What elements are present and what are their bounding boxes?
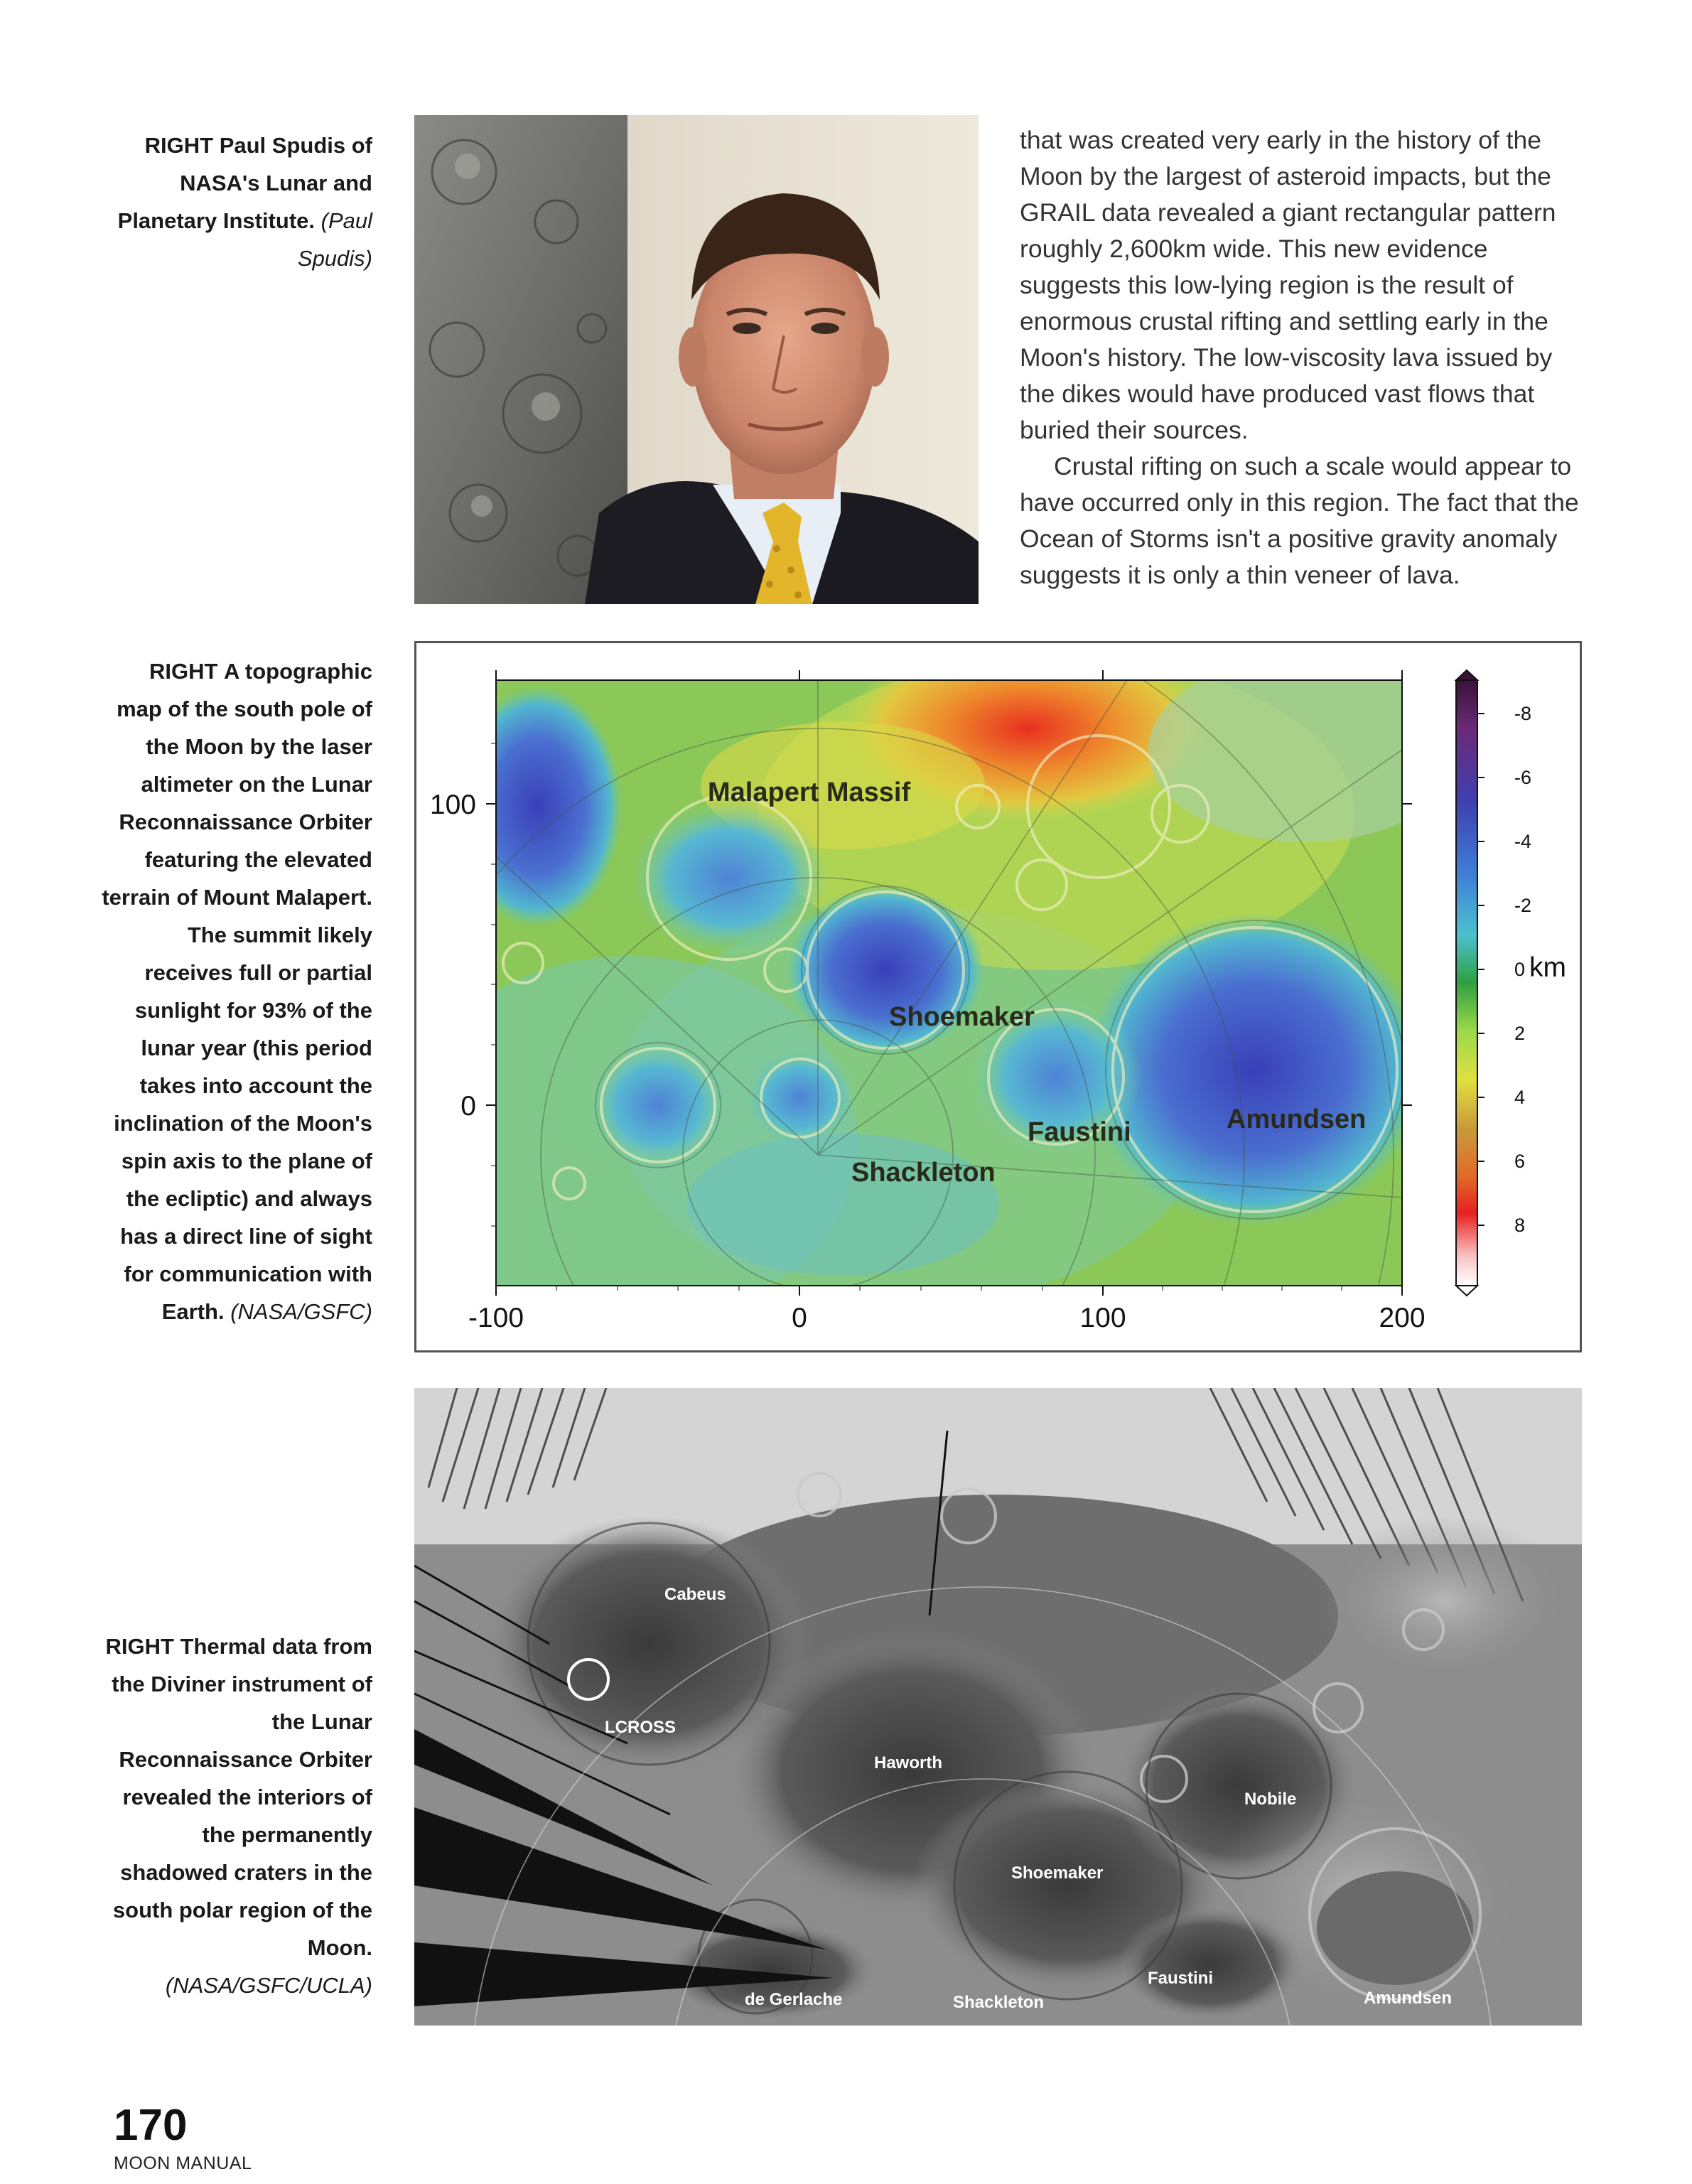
caption-topo [99, 652, 372, 1330]
colorbar-tick-label: -8 [1514, 703, 1532, 724]
x-tick-label: -100 [468, 1303, 524, 1333]
feature-label: Shackleton [851, 1158, 996, 1188]
feature-label: Faustini [1148, 1969, 1214, 1988]
body-text [1020, 122, 1588, 593]
caption-credit: (NASA/GSFC) [230, 1299, 372, 1324]
portrait-illustration [414, 115, 979, 604]
x-tick-label: 0 [792, 1303, 807, 1333]
feature-label: Shackleton [953, 1993, 1045, 2012]
caption-credit: (NASA/GSFC/UCLA) [165, 1973, 372, 1998]
caption-spudis [99, 127, 372, 277]
page-number: 170 [114, 2101, 188, 2150]
colorbar-tick-label: -2 [1514, 895, 1532, 916]
feature-label: Cabeus [664, 1585, 726, 1604]
colorbar-tick-label: 4 [1514, 1087, 1526, 1108]
feature-label: Amundsen [1227, 1104, 1367, 1134]
feature-label: Shoemaker [1011, 1863, 1104, 1883]
caption-text: Paul Spudis of NASA's Lunar and Planetary Institute. [117, 133, 372, 233]
feature-label: de Gerlache [745, 1990, 843, 2009]
feature-label: Faustini [1028, 1117, 1131, 1147]
colorbar-tick-label: 2 [1514, 1023, 1526, 1044]
caption-diviner [99, 1628, 372, 2004]
colorbar-unit: km [1529, 952, 1566, 983]
y-tick-label: 100 [429, 790, 476, 820]
caption-credit: (Paul Spudis) [297, 208, 372, 271]
feature-label: Shoemaker [889, 1002, 1035, 1032]
caption-keyword: RIGHT [105, 1634, 174, 1659]
caption-text: Thermal data from the Diviner instrument of the Lunar Reconnaissance Orbiter revealed the interiors of the permanently shadowed craters in the south polar region of the Moon. [112, 1634, 372, 1960]
feature-label: Haworth [874, 1753, 942, 1773]
x-tick-label: 100 [1079, 1303, 1126, 1333]
caption-keyword: RIGHT [149, 659, 218, 684]
running-head: MOON MANUAL [114, 2153, 252, 2173]
feature-label: LCROSS [605, 1718, 677, 1737]
topographic-map-figure [414, 641, 1582, 1352]
topo-map-area [416, 643, 1461, 1350]
colorbar-tick-label: 0 [1514, 959, 1526, 980]
feature-label: Malapert Massif [708, 778, 911, 807]
topographic-map-svg [416, 643, 1580, 1350]
colorbar-tick-label: -4 [1514, 831, 1532, 852]
portrait-photo [414, 115, 979, 604]
colorbar-tick-label: -6 [1514, 767, 1532, 788]
x-tick-label: 200 [1379, 1303, 1426, 1333]
body-paragraph-1: that was created very early in the history of the Moon by the largest of asteroid impacts, but the GRAIL data revealed a giant rectangular pattern roughly 2,600km wide. This new evidence suggests this low-lying region is the result of enormous crustal rifting and settling early in the Moon's history. The low-viscosity lava issued by the dikes would have produced vast flows that buried their sources. [1020, 126, 1556, 444]
feature-label: Amundsen [1364, 1989, 1453, 2008]
body-paragraph-2: Crustal rifting on such a scale would appear to have occurred only in this region. The fact that the Ocean of Storms isn't a positive gravity anomaly suggests it is only a thin veneer of lava. [1020, 452, 1579, 589]
diviner-map-svg [414, 1388, 1582, 2026]
caption-text: A topographic map of the south pole of the Moon by the laser altimeter on the Lunar Reconnaissance Orbiter featuring the elevated terrain of Mount Malapert. The summit likely receives full or partial sunlight for 93% of the lunar year (this period takes into account the inclination of the Moon's spin axis to the plane of the ecliptic) and always has a direct line of sight for communication with Earth. [102, 659, 372, 1324]
colorbar-tick-label: 6 [1514, 1151, 1526, 1172]
y-tick-label: 0 [460, 1091, 476, 1121]
feature-label: Nobile [1244, 1790, 1297, 1809]
caption-keyword: RIGHT [144, 133, 214, 158]
colorbar [1456, 670, 1484, 1296]
colorbar-tick-label: 8 [1514, 1215, 1526, 1236]
diviner-thermal-map [414, 1388, 1582, 2026]
